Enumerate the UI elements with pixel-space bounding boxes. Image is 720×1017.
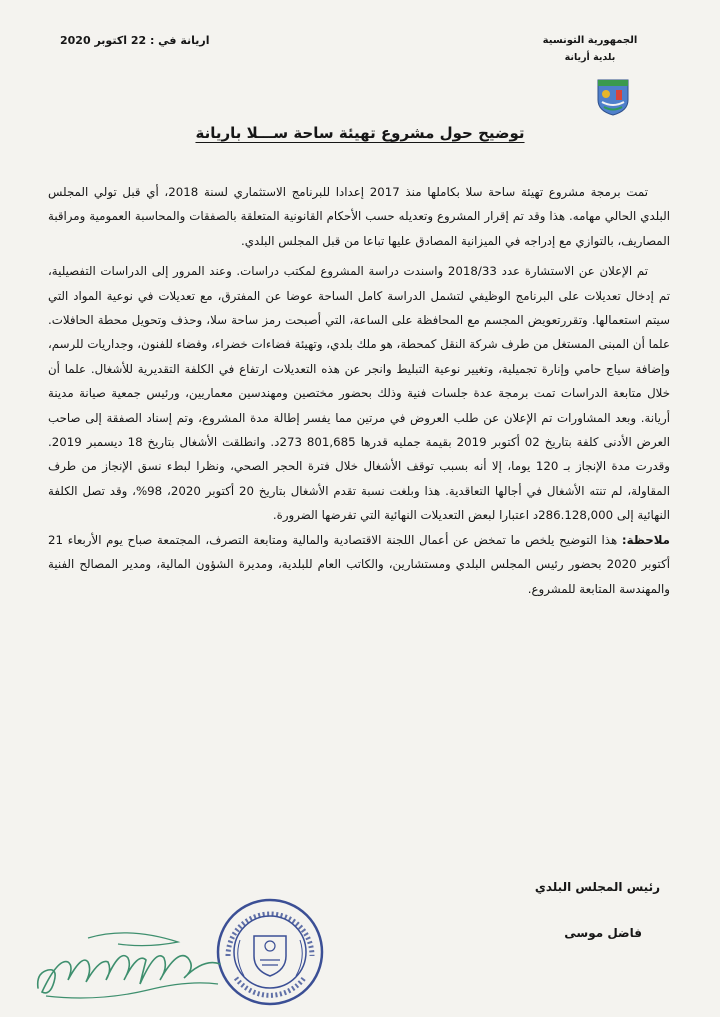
handwritten-signature	[28, 918, 228, 1016]
paragraph-1: تمت برمجة مشروع تهيئة ساحة سلا بكاملها منذ 2017 إعدادا للبرنامج الاستثماري لسنة 2018، أي قبل تولي المجلس البلدي الحالي مهامه. هذا وقد تم إقرار المشروع وتعديله حسب الأحكام القانونية المتعلقة بالصفقات والمحاسبة العمومية ومراقبة المصاريف، بالتوازي مع إدراجه في الميزانية المصادق عليها تباعا من قبل المجلس البلدي.	[48, 185, 670, 248]
official-stamp-icon	[214, 896, 326, 1008]
note-text: هذا التوضيح يلخص ما تمخض عن أعمال اللجنة الاقتصادية والمالية ومتابعة التصرف، المجتمعة صباح يوم الأربعاء 21 أكتوبر 2020 بحضور رئيس المجلس البلدي ومستشارين، والكاتب العام للبلدية، ومديرة الشؤون المالية، ومدير المصالح الفنية والمهندسة المتابعة للمشروع.	[48, 532, 670, 596]
letterhead	[530, 34, 650, 65]
municipality-name: بلدية أريانة	[564, 52, 616, 63]
republic-name: الجمهورية التونسية	[542, 35, 638, 46]
municipality-crest-icon	[596, 78, 630, 116]
document-body	[48, 180, 670, 601]
note-label: ملاحظة:	[621, 532, 670, 547]
signatory-name: فاضل موسى	[564, 926, 642, 940]
document-date: اريانة في : 22 اكتوبر 2020	[60, 34, 210, 47]
document-title: توضيح حول مشروع تهيئة ساحة ســـلا باريانة	[195, 124, 525, 142]
note-paragraph	[48, 528, 670, 601]
paragraph-2: تم الإعلان عن الاستشارة عدد 2018/33 واسندت دراسة المشروع لمكتب دراسات. وعند المرور إلى الدراسات التفصيلية، تم إدخال تعديلات على البرنامج الوظيفي لتشمل الدراسة كامل الساحة عوضا عن المفترق، مع تعديلات في نوعية المواد التي سيتم استعمالها. وتقررتعويض المجسم مع المحافظة على الساعة، التي أصبحت رمز ساحة سلا، وحذف وتحويل محطة الحافلات. علما أن المبنى المستغل من طرف شركة النقل كمحطة، هو ملك بلدي، وتهيئة فضاءات خضراء، وفضاء للفنون، وجداريات للرسم، وإضافة سياج حامي وإنارة تجميلية، وتغيير نوعية التبليط وانجر عن هذه التعديلات ارتفاع في الكلفة التقديرية للأشغال. علما أن خلال متابعة الدراسات تمت برمجة عدة جلسات فنية وذلك بحضور مختصين ومهندسين معماريين، ورئيس جمعية صيانة مدينة أريانة. وبعد المشاورات تم الإعلان عن طلب العروض في مرتين مما يفسر إطالة مدة المشروع، وتم إسناد الصفقة إلى صاحب العرض الأدنى كلفة بتاريخ 02 أكتوبر 2019 بقيمة جمليه قدرها 801,685 273د. وانطلقت الأشغال بتاريخ 18 ديسمبر 2019. وقدرت مدة الإنجاز بـ 120 يوما، إلا أنه بسبب توقف الأشغال خلال فترة الحجر الصحي، ونظرا لبطء نسق الإنجاز من طرف المقاولة، لم تنته الأشغال في أجالها التعاقدية. هذا وبلغت نسبة تقدم الأشغال بتاريخ 20 أكتوبر 2020، 98%، وقد تصل الكلفة النهائية إلى 286.128,000د اعتبارا لبعض التعديلات النهائية التي تفرضها الضرورة.	[48, 264, 671, 523]
signatory-title: رئيس المجلس البلدي	[534, 880, 660, 894]
